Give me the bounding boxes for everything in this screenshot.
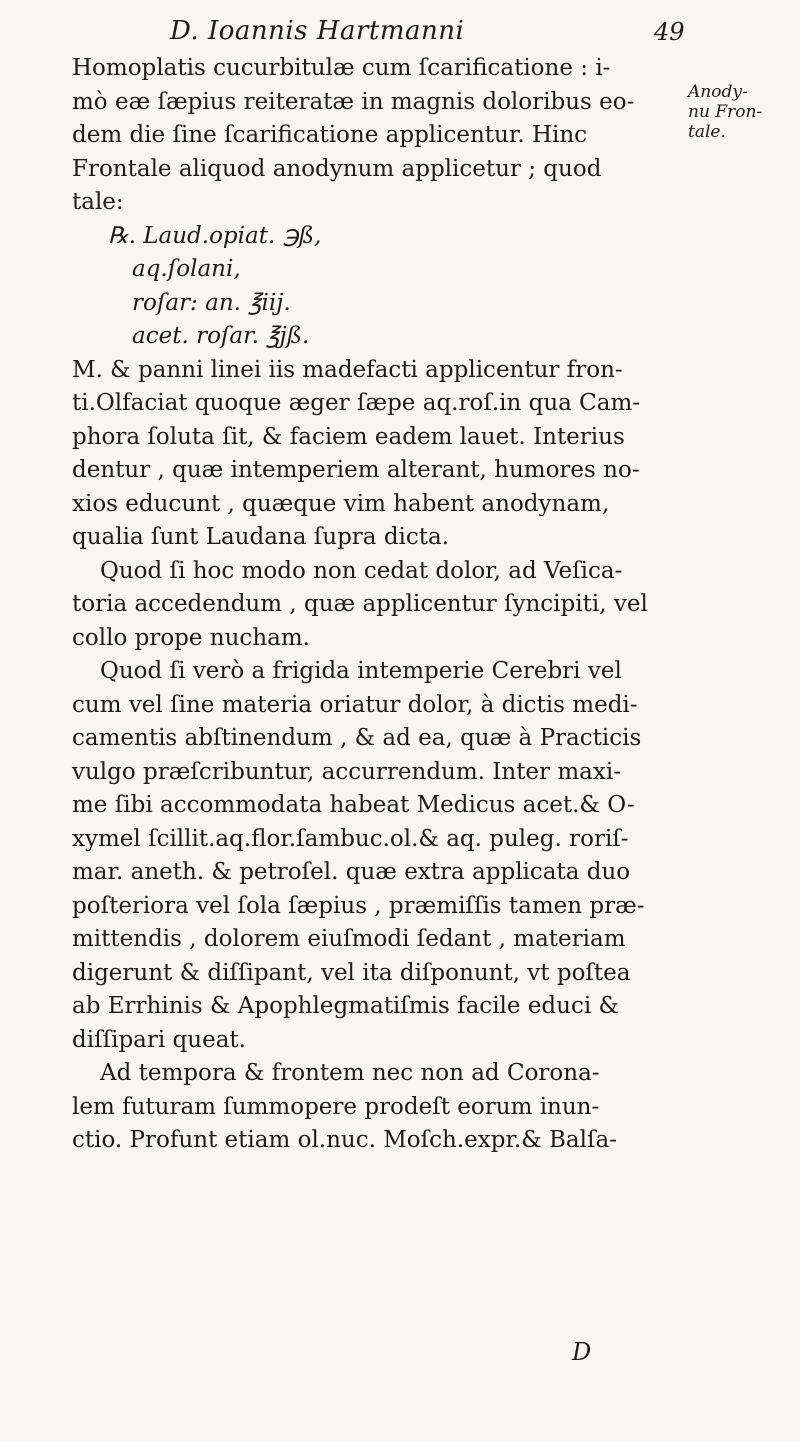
text-line: mò eæ ſæpius reiteratæ in magnis doloribus eo- xyxy=(72,88,635,115)
recipe-line: aq.ſolani, xyxy=(132,256,241,282)
text-line: digerunt & diſſipant, vel ita diſponunt, vt poſtea xyxy=(72,959,631,986)
catchword: D xyxy=(572,1338,592,1366)
recipe-line: acet. roſar. ℥jß. xyxy=(132,323,310,349)
text-line: mittendis , dolorem eiuſmodi ſedant , materiam xyxy=(72,926,626,952)
text-line: ab Errhinis & Apophlegmatiſmis facile educi & xyxy=(72,993,619,1019)
text-line: phora ſoluta ſit, & faciem eadem lauet. Interius xyxy=(72,423,625,450)
text-line: dentur , quæ intemperiem alterant, humores no- xyxy=(72,457,640,483)
running-head: D. Ioannis Hartmanni xyxy=(170,16,465,46)
text-line: collo prope nucham. xyxy=(72,624,310,651)
recipe-line: ℞. Laud.opiat. ℈ß, xyxy=(108,222,322,249)
text-line: Frontale aliquod anodynum applicetur ; quod xyxy=(72,155,602,182)
text-line: me ſibi accommodata habeat Medicus acet.& O- xyxy=(72,792,635,818)
text-line: ti.Olfaciat quoque æger ſæpe aq.roſ.in qua Cam- xyxy=(72,390,641,416)
text-line: qualia ſunt Laudana ſupra dicta. xyxy=(72,524,450,550)
text-line: ctio. Profunt etiam ol.nuc. Moſch.expr.& Balſa- xyxy=(72,1127,617,1153)
recipe-line: roſar: an. ℥iij. xyxy=(132,289,291,316)
page-number: 49 xyxy=(654,18,685,46)
margin-note-line: tale. xyxy=(688,122,726,142)
text-line: lem futuram ſummopere prodeſt eorum inun- xyxy=(72,1093,600,1120)
text-line: vulgo præſcribuntur, accurrendum. Inter maxi- xyxy=(72,758,621,785)
text-line: camentis abſtinendum , & ad ea, quæ à Practicis xyxy=(72,725,642,751)
text-line: xymel ſcillit.aq.flor.ſambuc.ol.& aq. puleg. roriſ- xyxy=(72,825,629,852)
text-line: dem die ſine ſcarificatione applicentur. Hinc xyxy=(72,122,588,148)
margin-note xyxy=(688,82,796,142)
margin-note-line: nu Fron- xyxy=(688,102,763,122)
body-text xyxy=(72,52,684,1158)
text-line: tale: xyxy=(72,189,124,215)
text-line: Homoplatis cucurbitulæ cum ſcarificatione : i- xyxy=(72,55,611,81)
margin-note-line: Anody- xyxy=(688,82,748,102)
text-line: toria accedendum , quæ applicentur ſyncipiti, vel xyxy=(72,591,648,617)
text-line: mar. aneth. & petroſel. quæ extra applicata duo xyxy=(72,859,631,885)
text-line: xios educunt , quæque vim habent anodynam, xyxy=(72,490,610,517)
text-line: Quod ſi hoc modo non cedat dolor, ad Veſica- xyxy=(100,557,623,584)
text-line: M. & panni linei iis madefacti applicentur fron- xyxy=(72,356,623,383)
text-line: Ad tempora & frontem nec non ad Corona- xyxy=(100,1060,600,1086)
text-line: cum vel ſine materia oriatur dolor, à dictis medi- xyxy=(72,691,638,718)
text-line: poſteriora vel ſola ſæpius , præmiſſis tamen præ- xyxy=(72,892,645,919)
text-line: Quod ſi verò a frigida intemperie Cerebri vel xyxy=(100,658,622,684)
text-line: diſſipari queat. xyxy=(72,1026,246,1053)
page-header xyxy=(0,10,800,50)
